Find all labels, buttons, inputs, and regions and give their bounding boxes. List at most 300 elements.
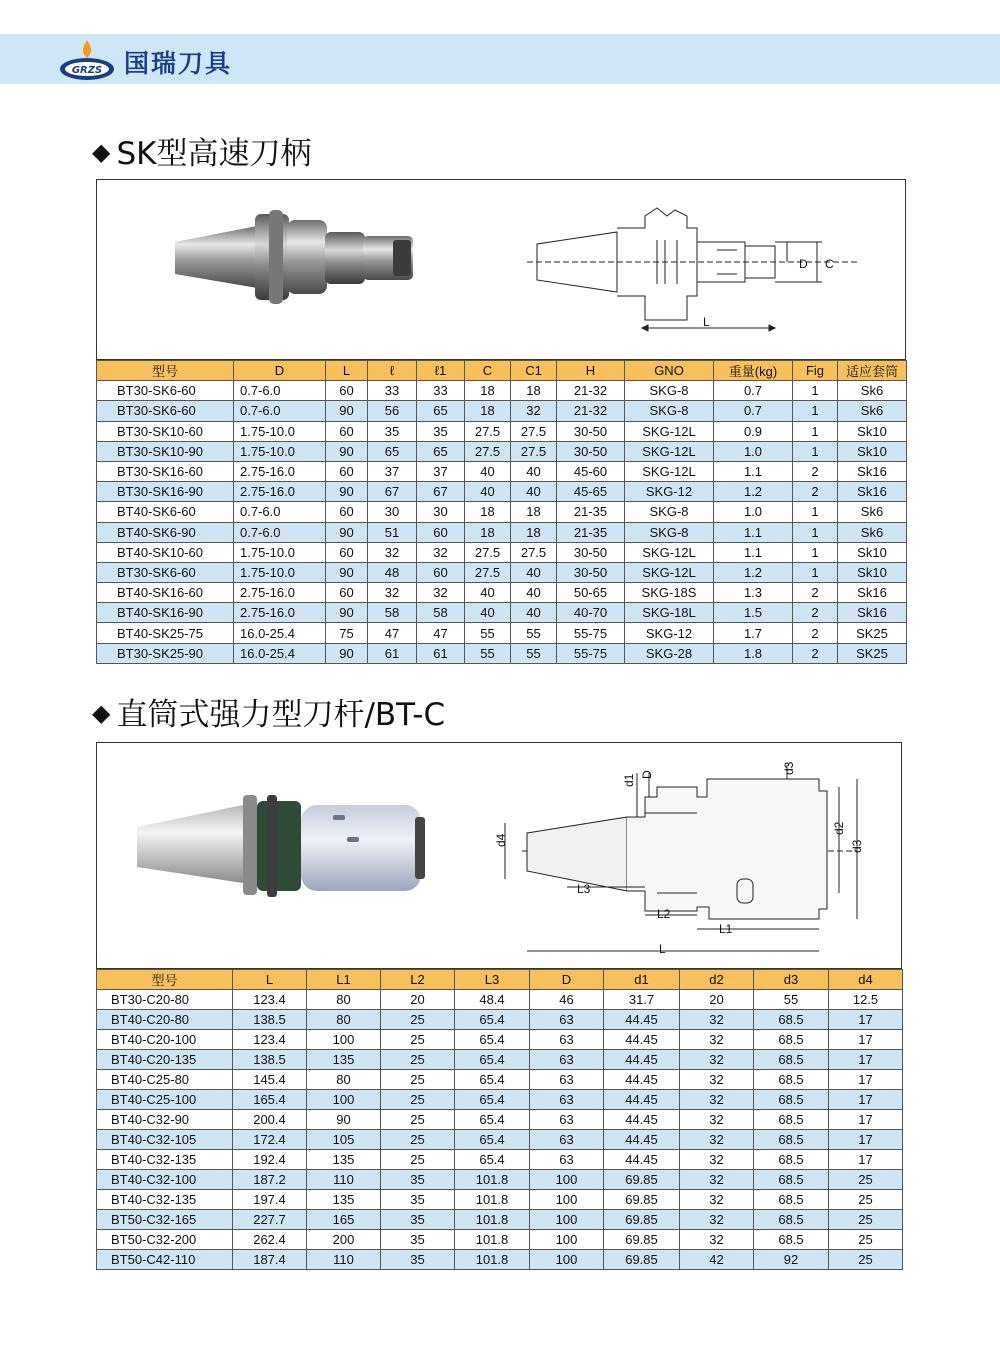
sk-model-cell: BT40-SK16-60 bbox=[97, 583, 234, 603]
btc-table-cell: 69.85 bbox=[604, 1230, 680, 1250]
sk-table-cell: 40 bbox=[465, 461, 511, 481]
btc-table-cell: 63 bbox=[530, 1030, 604, 1050]
btc-table-cell: 68.5 bbox=[754, 1150, 829, 1170]
sk-table-cell: 2 bbox=[793, 623, 838, 643]
sk-table-cell: 30-50 bbox=[557, 441, 625, 461]
sk-table-cell: 47 bbox=[368, 623, 417, 643]
sk-table-cell: 1.1 bbox=[714, 461, 793, 481]
btc-table-row bbox=[97, 1130, 903, 1150]
btc-model-cell: BT40-C25-100 bbox=[97, 1090, 233, 1110]
sk-table-cell: 55 bbox=[465, 623, 511, 643]
btc-table-cell: 100 bbox=[530, 1230, 604, 1250]
btc-model-cell: BT40-C32-105 bbox=[97, 1130, 233, 1150]
btc-dim-l1-label: L1 bbox=[719, 922, 733, 936]
sk-table-cell: 50-65 bbox=[557, 583, 625, 603]
sk-model-cell: BT40-SK16-90 bbox=[97, 603, 234, 623]
btc-table-cell: 17 bbox=[829, 1070, 903, 1090]
btc-table-cell: 68.5 bbox=[754, 1030, 829, 1050]
section-title-sk-text: SK型高速刀柄 bbox=[116, 136, 312, 172]
btc-spec-table bbox=[96, 969, 903, 1270]
btc-dim-l-label: L bbox=[659, 942, 666, 956]
sk-table-cell: 1.0 bbox=[714, 441, 793, 461]
sk-table-cell: 40-70 bbox=[557, 603, 625, 623]
sk-table-cell: 40 bbox=[511, 603, 557, 623]
btc-table-cell: 32 bbox=[680, 1050, 754, 1070]
sk-table-cell: 0.7-6.0 bbox=[234, 381, 326, 401]
sk-table-cell: 18 bbox=[465, 522, 511, 542]
sk-table-cell: 32 bbox=[417, 542, 465, 562]
btc-table-cell: 200.4 bbox=[233, 1110, 307, 1130]
btc-table-cell: 68.5 bbox=[754, 1050, 829, 1070]
sk-table-row bbox=[97, 522, 907, 542]
sk-table-cell: 60 bbox=[417, 522, 465, 542]
btc-table-cell: 101.8 bbox=[455, 1190, 530, 1210]
sk-table-cell: SKG-12L bbox=[625, 461, 714, 481]
btc-table-cell: 100 bbox=[530, 1190, 604, 1210]
sk-table-cell: 1.5 bbox=[714, 603, 793, 623]
btc-table-cell: 44.45 bbox=[604, 1090, 680, 1110]
sk-table-cell: Sk10 bbox=[838, 542, 907, 562]
btc-table-cell: 63 bbox=[530, 1110, 604, 1130]
sk-table-cell: 35 bbox=[417, 421, 465, 441]
sk-table-cell: SKG-18L bbox=[625, 603, 714, 623]
sk-table-cell: 60 bbox=[326, 461, 368, 481]
sk-table-cell: 1 bbox=[793, 502, 838, 522]
sk-table-cell: SKG-8 bbox=[625, 502, 714, 522]
btc-table-cell: 65.4 bbox=[455, 1050, 530, 1070]
btc-table-cell: 68.5 bbox=[754, 1070, 829, 1090]
sk-table-cell: Sk10 bbox=[838, 421, 907, 441]
sk-table-cell: 2 bbox=[793, 482, 838, 502]
btc-table-cell: 25 bbox=[381, 1070, 455, 1090]
sk-col-header: Fig bbox=[793, 361, 838, 381]
btc-table-cell: 44.45 bbox=[604, 1010, 680, 1030]
sk-model-cell: BT40-SK6-90 bbox=[97, 522, 234, 542]
btc-col-header: 型号 bbox=[97, 970, 233, 990]
sk-table-cell: 37 bbox=[368, 461, 417, 481]
sk-table-cell: 90 bbox=[326, 401, 368, 421]
sk-table-cell: 35 bbox=[368, 421, 417, 441]
sk-table-row bbox=[97, 562, 907, 582]
sk-table-cell: Sk10 bbox=[838, 441, 907, 461]
btc-table-cell: 44.45 bbox=[604, 1110, 680, 1130]
sk-table-cell: 1 bbox=[793, 441, 838, 461]
sk-table-cell: 16.0-25.4 bbox=[234, 643, 326, 663]
sk-table-row bbox=[97, 482, 907, 502]
sk-col-header: ℓ1 bbox=[417, 361, 465, 381]
sk-table-cell: SKG-12 bbox=[625, 623, 714, 643]
section-title-sk: ◆ SK型高速刀柄 bbox=[92, 136, 312, 172]
btc-table-cell: 44.45 bbox=[604, 1070, 680, 1090]
btc-model-cell: BT50-C32-200 bbox=[97, 1230, 233, 1250]
sk-col-header: C bbox=[465, 361, 511, 381]
sk-table-cell: 65 bbox=[417, 401, 465, 421]
sk-table-cell: SKG-12L bbox=[625, 542, 714, 562]
sk-table-cell: 55 bbox=[511, 623, 557, 643]
btc-table-cell: 25 bbox=[829, 1230, 903, 1250]
sk-col-header: L bbox=[326, 361, 368, 381]
btc-table-cell: 25 bbox=[381, 1030, 455, 1050]
sk-table-cell: 40 bbox=[511, 583, 557, 603]
sk-table-cell: SKG-12L bbox=[625, 421, 714, 441]
btc-technical-drawing bbox=[505, 765, 857, 951]
btc-table-cell: 32 bbox=[680, 1010, 754, 1030]
btc-table-cell: 101.8 bbox=[455, 1210, 530, 1230]
btc-table-cell: 63 bbox=[530, 1090, 604, 1110]
sk-table-cell: 21-35 bbox=[557, 522, 625, 542]
sk-table-cell: 30 bbox=[368, 502, 417, 522]
sk-model-cell: BT40-SK10-60 bbox=[97, 542, 234, 562]
sk-table-row bbox=[97, 643, 907, 663]
sk-table-cell: 27.5 bbox=[511, 441, 557, 461]
btc-table-cell: 35 bbox=[381, 1170, 455, 1190]
btc-model-cell: BT40-C32-135 bbox=[97, 1190, 233, 1210]
btc-table-cell: 68.5 bbox=[754, 1230, 829, 1250]
sk-table-cell: 40 bbox=[511, 461, 557, 481]
sk-table-cell: 33 bbox=[417, 381, 465, 401]
sk-col-header: GNO bbox=[625, 361, 714, 381]
sk-table-cell: SKG-8 bbox=[625, 381, 714, 401]
sk-table-cell: 58 bbox=[417, 603, 465, 623]
btc-col-header: D bbox=[530, 970, 604, 990]
btc-table-row bbox=[97, 990, 903, 1010]
btc-table-cell: 63 bbox=[530, 1050, 604, 1070]
sk-table-cell: 40 bbox=[465, 583, 511, 603]
sk-table-cell: 60 bbox=[326, 583, 368, 603]
sk-table-cell: 90 bbox=[326, 441, 368, 461]
sk-table-cell: 33 bbox=[368, 381, 417, 401]
sk-table-cell: 55-75 bbox=[557, 643, 625, 663]
sk-table-cell: SKG-8 bbox=[625, 522, 714, 542]
btc-table-cell: 197.4 bbox=[233, 1190, 307, 1210]
sk-table-cell: 18 bbox=[465, 381, 511, 401]
btc-table-cell: 35 bbox=[381, 1230, 455, 1250]
sk-table-cell: 27.5 bbox=[465, 441, 511, 461]
sk-model-cell: BT30-SK6-60 bbox=[97, 401, 234, 421]
sk-table-cell: 18 bbox=[511, 502, 557, 522]
sk-table-cell: Sk16 bbox=[838, 461, 907, 481]
btc-table-cell: 80 bbox=[307, 1010, 381, 1030]
btc-model-cell: BT30-C20-80 bbox=[97, 990, 233, 1010]
btc-table-cell: 172.4 bbox=[233, 1130, 307, 1150]
sk-table-cell: 40 bbox=[465, 603, 511, 623]
sk-table-cell: 75 bbox=[326, 623, 368, 643]
btc-table-cell: 227.7 bbox=[233, 1210, 307, 1230]
sk-table-cell: Sk6 bbox=[838, 381, 907, 401]
btc-table-cell: 69.85 bbox=[604, 1210, 680, 1230]
sk-table-cell: 90 bbox=[326, 643, 368, 663]
sk-table-cell: 21-32 bbox=[557, 401, 625, 421]
btc-table-cell: 25 bbox=[829, 1250, 903, 1270]
btc-table-cell: 187.4 bbox=[233, 1250, 307, 1270]
sk-model-cell: BT30-SK6-60 bbox=[97, 562, 234, 582]
btc-table-cell: 92 bbox=[754, 1250, 829, 1270]
btc-table-cell: 68.5 bbox=[754, 1090, 829, 1110]
btc-holder-photo bbox=[137, 795, 425, 897]
btc-table-cell: 17 bbox=[829, 1050, 903, 1070]
btc-table-row bbox=[97, 1210, 903, 1230]
btc-table-row bbox=[97, 1010, 903, 1030]
sk-spec-table bbox=[96, 360, 907, 664]
btc-table-cell: 68.5 bbox=[754, 1190, 829, 1210]
section-title-btc-text: 直筒式强力型刀杆/BT-C bbox=[116, 697, 446, 733]
sk-table-cell: 51 bbox=[368, 522, 417, 542]
sk-table-cell: 1.75-10.0 bbox=[234, 542, 326, 562]
btc-table-cell: 32 bbox=[680, 1150, 754, 1170]
btc-table-row bbox=[97, 1090, 903, 1110]
sk-col-header: ℓ bbox=[368, 361, 417, 381]
sk-table-cell: 2.75-16.0 bbox=[234, 583, 326, 603]
sk-table-cell: 0.7 bbox=[714, 401, 793, 421]
btc-table-cell: 123.4 bbox=[233, 1030, 307, 1050]
sk-table-row bbox=[97, 461, 907, 481]
btc-table-cell: 101.8 bbox=[455, 1170, 530, 1190]
btc-table-cell: 65.4 bbox=[455, 1110, 530, 1130]
btc-table-cell: 32 bbox=[680, 1130, 754, 1150]
sk-table-cell: 2 bbox=[793, 583, 838, 603]
btc-model-cell: BT40-C20-80 bbox=[97, 1010, 233, 1030]
btc-table-cell: 32 bbox=[680, 1170, 754, 1190]
sk-table-cell: 1.2 bbox=[714, 562, 793, 582]
sk-table-cell: 47 bbox=[417, 623, 465, 643]
sk-table-cell: 27.5 bbox=[465, 542, 511, 562]
btc-model-cell: BT50-C42-110 bbox=[97, 1250, 233, 1270]
btc-table-cell: 44.45 bbox=[604, 1130, 680, 1150]
sk-table-cell: 18 bbox=[465, 502, 511, 522]
sk-table-cell: 21-35 bbox=[557, 502, 625, 522]
sk-figure-panel bbox=[96, 179, 906, 360]
btc-table-cell: 35 bbox=[381, 1250, 455, 1270]
btc-table-cell: 17 bbox=[829, 1130, 903, 1150]
sk-table-row bbox=[97, 542, 907, 562]
sk-table-cell: Sk16 bbox=[838, 583, 907, 603]
sk-table-cell: 37 bbox=[417, 461, 465, 481]
sk-table-cell: 60 bbox=[326, 502, 368, 522]
btc-table-row bbox=[97, 1110, 903, 1130]
sk-table-cell: 32 bbox=[368, 583, 417, 603]
sk-table-cell: 30-50 bbox=[557, 542, 625, 562]
btc-table-cell: 63 bbox=[530, 1070, 604, 1090]
btc-table-cell: 165.4 bbox=[233, 1090, 307, 1110]
btc-table-row bbox=[97, 1070, 903, 1090]
btc-table-cell: 55 bbox=[754, 990, 829, 1010]
sk-table-cell: SKG-28 bbox=[625, 643, 714, 663]
btc-dim-l3-label: L3 bbox=[577, 882, 591, 896]
btc-table-cell: 25 bbox=[381, 1130, 455, 1150]
sk-table-cell: 56 bbox=[368, 401, 417, 421]
btc-table-row bbox=[97, 1170, 903, 1190]
sk-table-cell: 32 bbox=[368, 542, 417, 562]
sk-table-cell: 0.7 bbox=[714, 381, 793, 401]
sk-model-cell: BT30-SK10-90 bbox=[97, 441, 234, 461]
sk-table-cell: 1.3 bbox=[714, 583, 793, 603]
sk-table-cell: 48 bbox=[368, 562, 417, 582]
sk-table-cell: 1 bbox=[793, 421, 838, 441]
btc-table-cell: 105 bbox=[307, 1130, 381, 1150]
sk-table-cell: SKG-8 bbox=[625, 401, 714, 421]
btc-table-cell: 68.5 bbox=[754, 1170, 829, 1190]
sk-table-cell: SKG-12L bbox=[625, 562, 714, 582]
btc-table-cell: 80 bbox=[307, 1070, 381, 1090]
btc-table-cell: 17 bbox=[829, 1010, 903, 1030]
btc-table-cell: 17 bbox=[829, 1150, 903, 1170]
btc-table-header bbox=[97, 970, 903, 990]
sk-table-row bbox=[97, 381, 907, 401]
sk-col-header: D bbox=[234, 361, 326, 381]
btc-table-cell: 135 bbox=[307, 1190, 381, 1210]
btc-table-cell: 68.5 bbox=[754, 1210, 829, 1230]
btc-table-cell: 100 bbox=[307, 1030, 381, 1050]
btc-dim-d1-label: d1 bbox=[622, 773, 636, 787]
sk-table-cell: 0.7-6.0 bbox=[234, 522, 326, 542]
btc-table-cell: 25 bbox=[381, 1150, 455, 1170]
sk-table-row bbox=[97, 401, 907, 421]
btc-table-row bbox=[97, 1190, 903, 1210]
btc-table-cell: 138.5 bbox=[233, 1050, 307, 1070]
btc-table-cell: 44.45 bbox=[604, 1150, 680, 1170]
btc-table-cell: 69.85 bbox=[604, 1170, 680, 1190]
sk-table-cell: 90 bbox=[326, 603, 368, 623]
btc-table-cell: 123.4 bbox=[233, 990, 307, 1010]
sk-table-header bbox=[97, 361, 907, 381]
btc-table-cell: 35 bbox=[381, 1210, 455, 1230]
btc-table-cell: 17 bbox=[829, 1090, 903, 1110]
sk-table-cell: 60 bbox=[326, 542, 368, 562]
sk-model-cell: BT30-SK6-60 bbox=[97, 381, 234, 401]
sk-dim-l-label: L bbox=[703, 315, 710, 329]
btc-table-cell: 101.8 bbox=[455, 1230, 530, 1250]
btc-table-cell: 100 bbox=[530, 1170, 604, 1190]
sk-table-cell: 0.9 bbox=[714, 421, 793, 441]
btc-model-cell: BT50-C32-165 bbox=[97, 1210, 233, 1230]
sk-table-cell: 0.7-6.0 bbox=[234, 502, 326, 522]
svg-text:GRZS: GRZS bbox=[71, 65, 103, 76]
sk-table-cell: Sk6 bbox=[838, 401, 907, 421]
btc-table-cell: 12.5 bbox=[829, 990, 903, 1010]
sk-table-row bbox=[97, 623, 907, 643]
sk-table-cell: 61 bbox=[417, 643, 465, 663]
sk-table-cell: 55 bbox=[511, 643, 557, 663]
sk-table-cell: 1.1 bbox=[714, 542, 793, 562]
btc-table-cell: 135 bbox=[307, 1050, 381, 1070]
btc-figure bbox=[97, 743, 901, 968]
sk-model-cell: BT30-SK10-60 bbox=[97, 421, 234, 441]
sk-table-cell: 1.75-10.0 bbox=[234, 441, 326, 461]
sk-table-cell: 2.75-16.0 bbox=[234, 482, 326, 502]
btc-table-cell: 25 bbox=[381, 1010, 455, 1030]
sk-table-cell: 65 bbox=[417, 441, 465, 461]
sk-table-cell: 32 bbox=[511, 401, 557, 421]
sk-table-cell: 1 bbox=[793, 562, 838, 582]
btc-table-cell: 69.85 bbox=[604, 1250, 680, 1270]
btc-table-cell: 65.4 bbox=[455, 1150, 530, 1170]
btc-table-cell: 90 bbox=[307, 1110, 381, 1130]
btc-table-cell: 68.5 bbox=[754, 1010, 829, 1030]
sk-table-cell: 32 bbox=[417, 583, 465, 603]
sk-col-header: H bbox=[557, 361, 625, 381]
sk-table-cell: 45-60 bbox=[557, 461, 625, 481]
sk-model-cell: BT40-SK25-75 bbox=[97, 623, 234, 643]
btc-table-cell: 80 bbox=[307, 990, 381, 1010]
btc-table-cell: 165 bbox=[307, 1210, 381, 1230]
sk-table-cell: Sk10 bbox=[838, 562, 907, 582]
btc-model-cell: BT40-C32-100 bbox=[97, 1170, 233, 1190]
sk-table-cell: 1.75-10.0 bbox=[234, 562, 326, 582]
sk-table-cell: 1.0 bbox=[714, 502, 793, 522]
btc-table-cell: 25 bbox=[381, 1110, 455, 1130]
sk-table-cell: Sk6 bbox=[838, 502, 907, 522]
btc-dim-d4-label: d4 bbox=[494, 833, 508, 847]
btc-model-cell: BT40-C32-135 bbox=[97, 1150, 233, 1170]
btc-col-header: d2 bbox=[680, 970, 754, 990]
sk-table-cell: 30-50 bbox=[557, 421, 625, 441]
btc-col-header: d4 bbox=[829, 970, 903, 990]
sk-table-cell: 1 bbox=[793, 542, 838, 562]
btc-col-header: d3 bbox=[754, 970, 829, 990]
btc-dim-d2-label: d2 bbox=[832, 821, 846, 835]
sk-table-cell: 1.2 bbox=[714, 482, 793, 502]
btc-table-cell: 65.4 bbox=[455, 1010, 530, 1030]
btc-model-cell: BT40-C20-100 bbox=[97, 1030, 233, 1050]
sk-table-cell: 18 bbox=[511, 522, 557, 542]
sk-table-row bbox=[97, 583, 907, 603]
sk-dim-d-label: D bbox=[799, 257, 808, 271]
btc-table-cell: 69.85 bbox=[604, 1190, 680, 1210]
btc-table-cell: 200 bbox=[307, 1230, 381, 1250]
btc-table-row bbox=[97, 1050, 903, 1070]
btc-table-cell: 32 bbox=[680, 1230, 754, 1250]
sk-figure bbox=[97, 180, 905, 359]
sk-table-cell: 2.75-16.0 bbox=[234, 461, 326, 481]
btc-col-header: L2 bbox=[381, 970, 455, 990]
sk-table-cell: 90 bbox=[326, 482, 368, 502]
sk-table-cell: 61 bbox=[368, 643, 417, 663]
sk-table-cell: SKG-18S bbox=[625, 583, 714, 603]
sk-table-cell: 40 bbox=[465, 482, 511, 502]
sk-table-cell: 1.8 bbox=[714, 643, 793, 663]
sk-model-cell: BT30-SK16-60 bbox=[97, 461, 234, 481]
sk-table-row bbox=[97, 421, 907, 441]
btc-table-cell: 44.45 bbox=[604, 1050, 680, 1070]
sk-table-cell: 67 bbox=[368, 482, 417, 502]
btc-col-header: L bbox=[233, 970, 307, 990]
btc-dim-d-label: D bbox=[640, 770, 654, 779]
sk-table-cell: 30-50 bbox=[557, 562, 625, 582]
btc-col-header: L1 bbox=[307, 970, 381, 990]
btc-table-cell: 138.5 bbox=[233, 1010, 307, 1030]
btc-dim-d3-top-label: d3 bbox=[782, 761, 796, 775]
btc-table-cell: 100 bbox=[307, 1090, 381, 1110]
btc-table-cell: 17 bbox=[829, 1030, 903, 1050]
btc-table-cell: 63 bbox=[530, 1150, 604, 1170]
btc-table-cell: 25 bbox=[829, 1170, 903, 1190]
sk-table-cell: 1.7 bbox=[714, 623, 793, 643]
btc-table-cell: 68.5 bbox=[754, 1110, 829, 1130]
btc-table-cell: 35 bbox=[381, 1190, 455, 1210]
btc-table-cell: 31.7 bbox=[604, 990, 680, 1010]
btc-table-cell: 44.45 bbox=[604, 1030, 680, 1050]
btc-table-cell: 32 bbox=[680, 1090, 754, 1110]
btc-table-cell: 32 bbox=[680, 1110, 754, 1130]
sk-table-cell: 18 bbox=[511, 381, 557, 401]
btc-table-cell: 100 bbox=[530, 1250, 604, 1270]
sk-table-cell: SKG-12 bbox=[625, 482, 714, 502]
btc-table-cell: 65.4 bbox=[455, 1130, 530, 1150]
btc-table-cell: 145.4 bbox=[233, 1070, 307, 1090]
sk-holder-photo bbox=[175, 210, 413, 304]
sk-table-row bbox=[97, 502, 907, 522]
btc-table-row bbox=[97, 1030, 903, 1050]
